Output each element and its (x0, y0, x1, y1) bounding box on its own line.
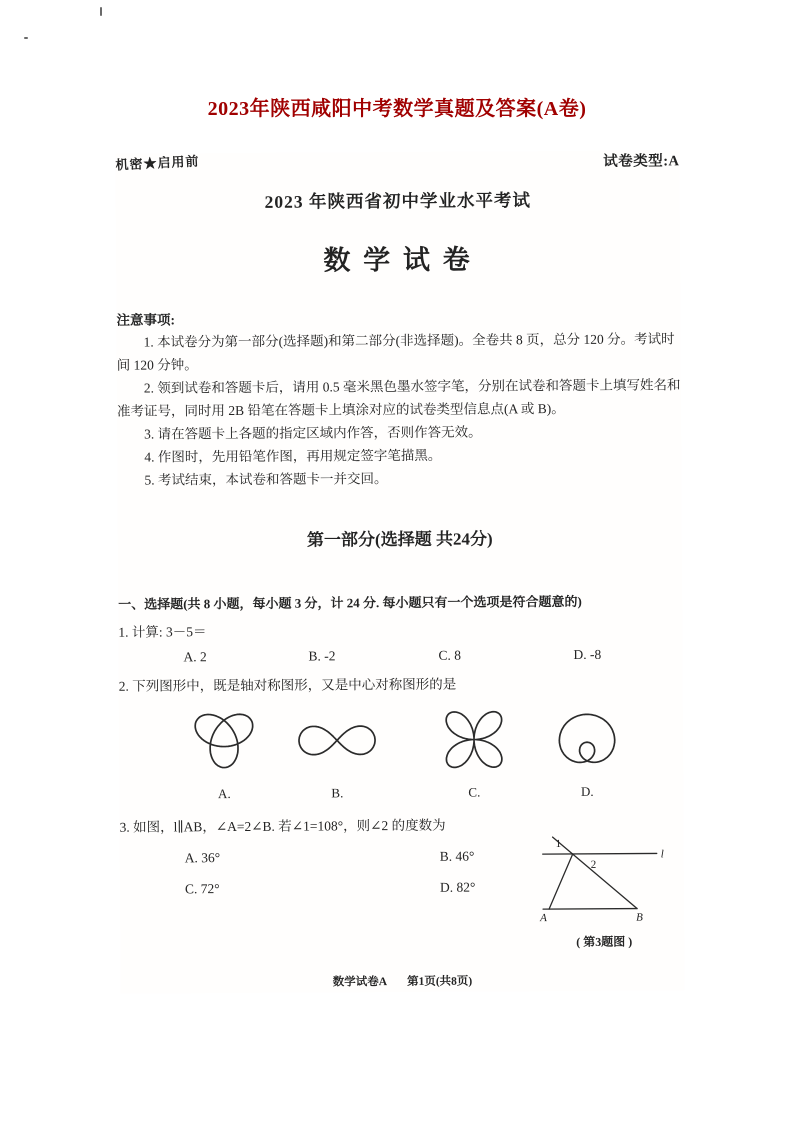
secrecy-notice: 机密★启用前 (115, 153, 200, 173)
notice-item: 4. 作图时，先用铅笔作图，再用规定签字笔描黑。 (144, 447, 442, 465)
q3-option-c: C. 72° (184, 881, 220, 897)
notice-item: 1. 本试卷分为第一部分(选择题)和第二部分(非选择题)。全卷共 8 页，总分 120 分。考试时间 120 分钟。 (116, 331, 675, 374)
line-l-label: l (660, 848, 664, 861)
question-3-diagram (534, 833, 675, 952)
notice-item: 5. 考试结束，本试卷和答题卡一并交回。 (144, 471, 388, 488)
line-l (542, 854, 656, 855)
loop-with-inner-loop-figure (537, 697, 638, 782)
question-2-stem: 2. 下列图形中，既是轴对称图形，又是中心对称图形的是 (118, 676, 457, 694)
vertex-A-label: A (539, 912, 547, 925)
question-3-stem: 3. 如图，l∥AB，∠A=2∠B. 若∠1=108°，则∠2 的度数为 (119, 817, 446, 835)
q2-label-a: A. (217, 786, 231, 802)
scanned-exam-paper (115, 150, 684, 993)
question-2-figures (119, 696, 684, 803)
multiple-choice-intro: 一、选择题(共 8 小题，每小题 3 分，计 24 分. 每小题只有一个选项是符合题意的) (118, 594, 582, 612)
base-line-AB (543, 909, 637, 910)
footer-paper-name: 数学试卷A (332, 976, 388, 989)
document-title: 2023年陕西咸阳中考数学真题及答案(A卷) (207, 98, 587, 120)
q1-option-b: B. -2 (308, 648, 336, 664)
notice-item: 2. 领到试卷和答题卡后，请用 0.5 毫米黑色墨水签字笔，分别在试卷和答题卡上填写姓名和准考证号，同时用 2B 铅笔在答题卡上填涂对应的试卷类型信息点(A 或 B)。 (116, 377, 681, 419)
subject-title: 数 学 试 卷 (323, 244, 473, 276)
page-footer (120, 972, 684, 993)
notice-heading: 注意事项: (116, 312, 176, 329)
paper-header (115, 150, 679, 176)
question-3-options (120, 846, 515, 900)
notice-item: 3. 请在答题卡上各题的指定区域内作答，否则作答无效。 (144, 424, 482, 442)
footer-page-number: 第1页(共8页) (407, 975, 473, 989)
scan-artifact (100, 7, 102, 16)
side-line-A-apex (548, 854, 572, 909)
q1-option-a: A. 2 (183, 649, 207, 665)
trefoil-knot-figure (174, 699, 275, 784)
vertex-B-label: B (635, 911, 643, 924)
diagram-caption: ( 第3题图 ) (576, 934, 633, 950)
infinity-curve-figure (287, 698, 388, 783)
question-1-options (118, 645, 682, 669)
parallel-lines-triangle-diagram (536, 833, 672, 926)
section-one-title: 第一部分(选择题 共24分) (306, 529, 493, 550)
q2-figure-option-a (174, 699, 275, 805)
four-petal-clover-figure (424, 697, 525, 782)
q3-option-a: A. 36° (184, 850, 221, 866)
q3-option-b: B. 46° (439, 848, 475, 864)
q2-label-c: C. (468, 784, 481, 800)
scan-artifact (24, 37, 28, 39)
q1-option-c: C. 8 (438, 647, 462, 664)
q2-label-b: B. (331, 785, 344, 801)
q2-figure-option-b (287, 698, 388, 804)
q3-option-d: D. 82° (439, 879, 476, 895)
q2-figure-option-d (537, 697, 638, 803)
paper-type-label: 试卷类型:A (603, 153, 680, 170)
q2-figure-option-c (424, 697, 525, 803)
notice-section (116, 308, 681, 493)
q1-option-d: D. -8 (573, 647, 602, 663)
angle-2-label: 2 (590, 858, 596, 872)
question-1-stem: 1. 计算: 3－5＝ (118, 624, 207, 641)
q2-label-d: D. (580, 783, 594, 800)
angle-1-label: 1 (555, 838, 561, 851)
question-3 (119, 814, 684, 959)
exam-title: 2023 年陕西省初中学业水平考试 (264, 190, 531, 213)
